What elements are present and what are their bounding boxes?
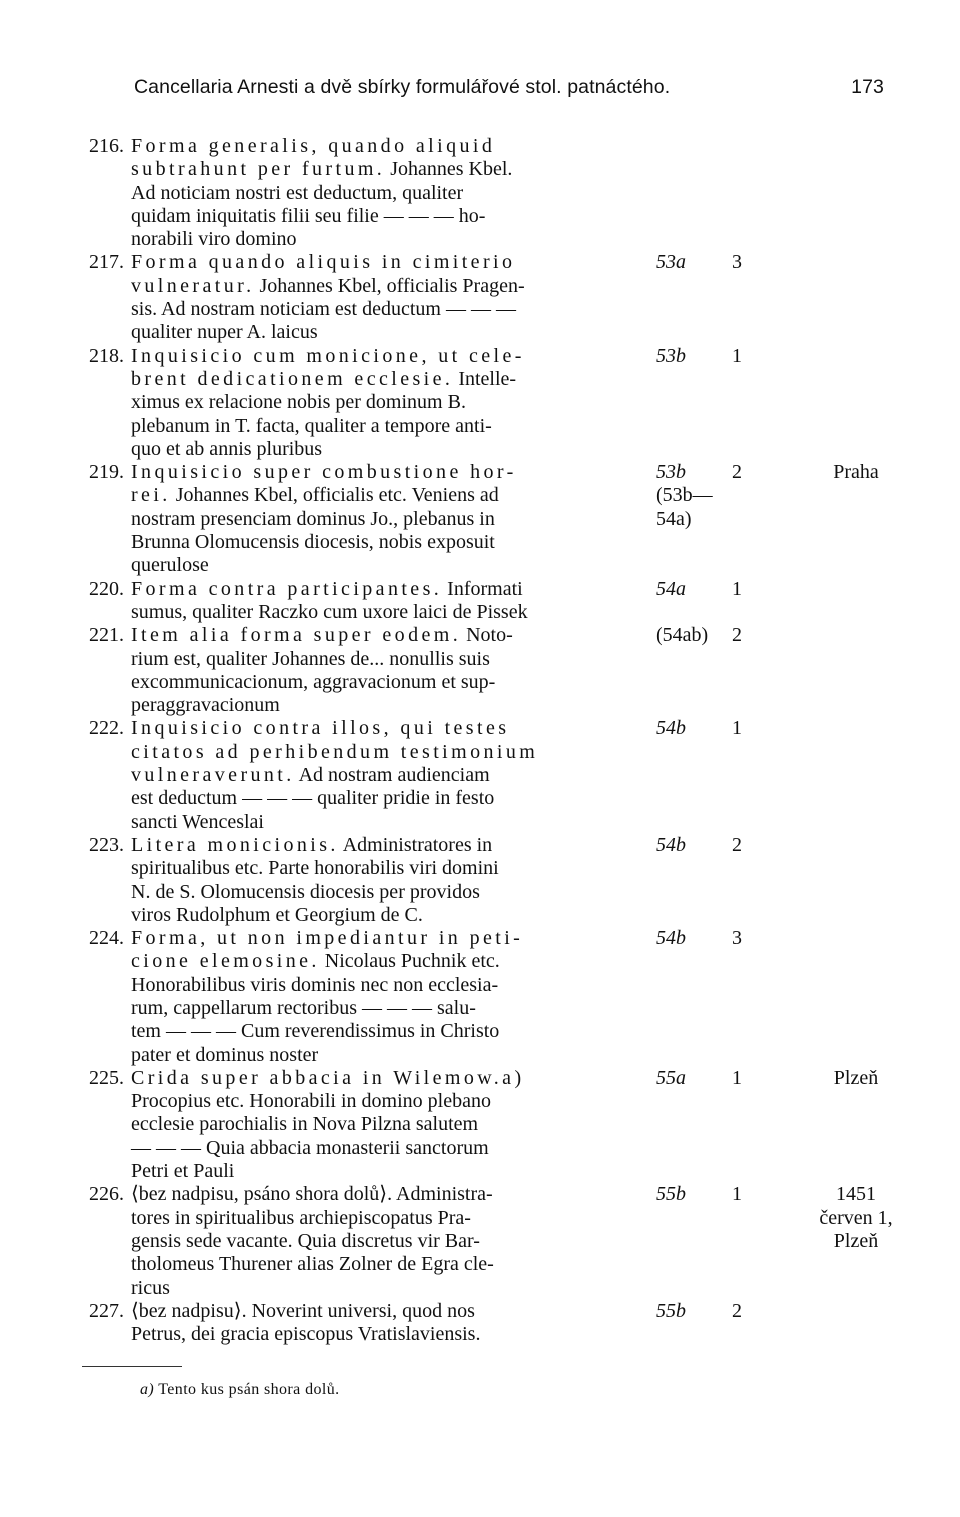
- entry-line: [0, 741, 960, 764]
- entry-title: Inquisicio super combustione hor-: [131, 461, 517, 484]
- entry-body: spiritualibus etc. Parte honorabilis viri domini: [131, 857, 499, 880]
- entry-number: 224.: [89, 927, 124, 950]
- entry-216: [0, 135, 960, 251]
- entry-text: [131, 787, 494, 810]
- entry-number: 221.: [89, 624, 124, 647]
- entry-220: [0, 578, 960, 625]
- entry-line: [0, 415, 960, 438]
- entry-line: [0, 345, 960, 368]
- entry-body: Johannes Kbel, officialis Pragen-: [254, 274, 525, 297]
- entry-body: tholomeus Thurener alias Zolner de Egra cle-: [131, 1253, 494, 1276]
- entry-line: [0, 298, 960, 321]
- entry-number: 217.: [89, 251, 124, 274]
- entry-text: [131, 228, 297, 251]
- entry-217: [0, 251, 960, 344]
- entry-text: [131, 438, 322, 461]
- entry-text: [131, 158, 512, 181]
- running-header-title: Cancellaria Arnesti a dvě sbírky formulářové stol. patnáctého.: [134, 76, 671, 98]
- entry-line: [0, 974, 960, 997]
- count-number: 1: [732, 344, 742, 367]
- footnote: [140, 1381, 340, 1399]
- entry-text: [131, 671, 495, 694]
- count-number: 3: [732, 251, 742, 274]
- entry-body: nostram presenciam dominus Jo., plebanus in: [131, 507, 495, 530]
- entry-body: sumus, qualiter Raczko cum uxore laici de Pissek: [131, 600, 528, 623]
- count-number: 2: [732, 461, 742, 484]
- entry-text: [131, 1230, 480, 1253]
- entry-body: tem — — — Cum reverendissimus in Christo: [131, 1020, 500, 1043]
- entry-list: [0, 135, 960, 1346]
- folio-reference-extra: (53b—: [656, 484, 713, 507]
- entry-line: [0, 997, 960, 1020]
- entry-body: Ad noticiam nostri est deductum, qualiter: [131, 181, 464, 204]
- entry-227: [0, 1300, 960, 1347]
- entry-text: [131, 1160, 234, 1183]
- entry-number: 216.: [89, 135, 124, 157]
- entry-text: [131, 648, 490, 671]
- folio-reference: 53a: [656, 251, 686, 274]
- entry-body: ximus ex relacione nobis per dominum B.: [131, 391, 466, 414]
- entry-number: 227.: [89, 1299, 124, 1322]
- entry-body: Administratores in: [338, 833, 493, 856]
- entry-text: [131, 1277, 170, 1300]
- entry-title: subtrahunt per furtum.: [131, 158, 386, 181]
- entry-text: [131, 811, 264, 834]
- entry-body: viros Rudolphum et Georgium de C.: [131, 903, 423, 926]
- entry-221: [0, 624, 960, 717]
- entry-title: Forma generalis, quando aliquid: [131, 135, 496, 157]
- entry-text: [131, 345, 525, 368]
- entry-text: [131, 1113, 478, 1136]
- entry-body: norabili viro domino: [131, 228, 297, 251]
- entry-line: [0, 1067, 960, 1090]
- entry-line: [0, 578, 960, 601]
- entry-text: [131, 997, 476, 1020]
- entry-number: 225.: [89, 1066, 124, 1089]
- entry-line: [0, 205, 960, 228]
- place-date-note: 1451: [836, 1183, 876, 1206]
- entry-text: [131, 135, 495, 158]
- entry-text: [131, 857, 499, 880]
- entry-text: [131, 1253, 494, 1276]
- entry-line: [0, 624, 960, 647]
- count-number: 1: [732, 1183, 742, 1206]
- entry-title: citatos ad perhibendum testimonium: [131, 740, 539, 763]
- entry-body: tores in spiritualibus archiepiscopatus Pra-: [131, 1206, 471, 1229]
- entry-line: [0, 834, 960, 857]
- entry-title: Forma, ut non impediantur in peti-: [131, 927, 524, 950]
- entry-text: [131, 904, 423, 927]
- entry-body: Johannes Kbel.: [385, 158, 513, 181]
- entry-body: Noto-: [461, 624, 513, 647]
- count-number: 2: [732, 1299, 742, 1322]
- entry-line: [0, 787, 960, 810]
- place-note: Plzeň: [833, 1066, 879, 1089]
- entry-line: [0, 927, 960, 950]
- entry-title: vulneraverunt.: [131, 764, 295, 787]
- entry-text: [131, 950, 500, 973]
- entry-body: rium est, qualiter Johannes de... nonullis suis: [131, 647, 490, 670]
- entry-number: 222.: [89, 717, 124, 740]
- entry-body: pater et dominus noster: [131, 1043, 319, 1066]
- entry-title: Forma contra participantes.: [131, 577, 443, 600]
- entry-219: [0, 461, 960, 577]
- entry-body: Petri et Pauli: [131, 1160, 235, 1183]
- entry-text: [131, 321, 318, 344]
- entry-text: [131, 881, 480, 904]
- folio-reference: 55b: [656, 1183, 686, 1206]
- entry-line: [0, 1113, 960, 1136]
- folio-reference-extra: 54a): [656, 507, 692, 530]
- footnote-text: Tento kus psán shora dolů.: [154, 1381, 340, 1398]
- entry-line: [0, 671, 960, 694]
- entry-text: [131, 298, 516, 321]
- entry-number: 223.: [89, 833, 124, 856]
- place-date-note: Plzeň: [833, 1229, 879, 1252]
- folio-reference: 54a: [656, 577, 686, 600]
- entry-body: quidam iniquitatis filii seu filie — — — ho-: [131, 204, 486, 227]
- entry-text: [131, 484, 499, 507]
- entry-text: [131, 1323, 480, 1346]
- entry-line: [0, 764, 960, 787]
- entry-title: cione elemosine.: [131, 950, 320, 973]
- entry-body: sis. Ad nostram noticiam est deductum — — —: [131, 298, 516, 321]
- entry-text: [131, 1090, 491, 1113]
- entry-title: vulneratur.: [131, 274, 255, 297]
- entry-body: Procopius etc. Honorabili in domino plebano: [131, 1090, 491, 1113]
- entry-text: [131, 531, 495, 554]
- entry-title: Forma quando aliquis in cimiterio: [131, 251, 516, 274]
- entry-body: ⟨bez nadpisu⟩. Noverint universi, quod nos: [131, 1299, 475, 1322]
- entry-line: [0, 508, 960, 531]
- entry-line: [0, 1137, 960, 1160]
- entry-line: [0, 1253, 960, 1276]
- entry-body: ricus: [131, 1276, 170, 1299]
- entry-body: Informati: [442, 577, 523, 600]
- entry-line: [0, 601, 960, 624]
- entry-body: — — — Quia abbacia monasterii sanctorum: [131, 1136, 489, 1159]
- entry-text: [131, 834, 492, 857]
- entry-line: [0, 1230, 960, 1253]
- count-number: 3: [732, 927, 742, 950]
- entry-line: [0, 1300, 960, 1323]
- entry-title: Inquisicio contra illos, qui testes: [131, 717, 510, 740]
- count-number: 2: [732, 624, 742, 647]
- entry-line: [0, 1020, 960, 1043]
- entry-text: [131, 1183, 493, 1206]
- entry-222: [0, 717, 960, 833]
- entry-body: ecclesie parochialis in Nova Pilzna salutem: [131, 1113, 479, 1136]
- entry-224: [0, 927, 960, 1067]
- entry-line: [0, 904, 960, 927]
- entry-number: 226.: [89, 1183, 124, 1206]
- place-date-note: červen 1,: [819, 1206, 893, 1229]
- entry-body: Johannes Kbel, officialis etc. Veniens ad: [170, 484, 499, 507]
- entry-line: [0, 648, 960, 671]
- entry-title: Item alia forma super eodem.: [131, 624, 462, 647]
- entry-line: [0, 531, 960, 554]
- entry-text: [131, 601, 528, 624]
- footnote-divider: [82, 1366, 182, 1367]
- entry-title: brent dedicationem ecclesie.: [131, 367, 454, 390]
- entry-text: [131, 1137, 489, 1160]
- entry-line: [0, 1277, 960, 1300]
- entry-line: [0, 554, 960, 577]
- entry-text: [131, 741, 538, 764]
- entry-text: [131, 508, 495, 531]
- entry-line: [0, 461, 960, 484]
- entry-line: [0, 438, 960, 461]
- entry-body: quo et ab annis pluribus: [131, 437, 323, 460]
- entry-body: Nicolaus Puchnik etc.: [319, 950, 500, 973]
- entry-line: [0, 1090, 960, 1113]
- footnote-mark: a): [140, 1381, 155, 1398]
- count-number: 2: [732, 833, 742, 856]
- entry-line: [0, 182, 960, 205]
- entry-text: [131, 391, 466, 414]
- entry-body: Petrus, dei gracia episcopus Vratislaviensis.: [131, 1323, 481, 1346]
- entry-218: [0, 345, 960, 461]
- entry-body: peraggravacionum: [131, 694, 280, 717]
- entry-body: excommunicacionum, aggravacionum et sup-: [131, 670, 496, 693]
- folio-reference: (54ab): [656, 624, 709, 647]
- entry-line: [0, 811, 960, 834]
- entry-body: Brunna Olomucensis diocesis, nobis exposuit: [131, 531, 495, 554]
- place-note: Praha: [833, 461, 879, 484]
- entry-line: [0, 368, 960, 391]
- folio-reference: 54b: [656, 717, 686, 740]
- entry-body: plebanum in T. facta, qualiter a tempore anti-: [131, 414, 492, 437]
- entry-number: 220.: [89, 577, 124, 600]
- folio-reference: 54b: [656, 833, 686, 856]
- entry-225: [0, 1067, 960, 1183]
- entry-line: [0, 1183, 960, 1206]
- entry-title: Crida super abbacia in Wilemow.a): [131, 1066, 525, 1089]
- entry-text: [131, 717, 509, 740]
- entry-text: [131, 974, 498, 997]
- entry-text: [131, 927, 523, 950]
- entry-line: [0, 321, 960, 344]
- entry-line: [0, 1160, 960, 1183]
- folio-reference: 55a: [656, 1066, 686, 1089]
- entry-number: 218.: [89, 344, 124, 367]
- folio-reference: 53b: [656, 344, 686, 367]
- entry-line: [0, 857, 960, 880]
- count-number: 1: [732, 717, 742, 740]
- entry-text: [131, 764, 490, 787]
- entry-body: est deductum — — — qualiter pridie in festo: [131, 787, 495, 810]
- entry-text: [131, 1207, 471, 1230]
- entry-line: [0, 1207, 960, 1230]
- entry-text: [131, 461, 517, 484]
- entry-text: [131, 368, 516, 391]
- entry-text: [131, 251, 515, 274]
- entry-line: [0, 135, 960, 158]
- entry-text: [131, 205, 485, 228]
- entry-title: rei.: [131, 484, 171, 507]
- entry-text: [131, 1044, 318, 1067]
- page-number: 173: [851, 76, 884, 98]
- folio-reference: 55b: [656, 1299, 686, 1322]
- running-header: [134, 76, 886, 104]
- count-number: 1: [732, 577, 742, 600]
- entry-body: querulose: [131, 554, 209, 577]
- entry-line: [0, 228, 960, 251]
- entry-text: [131, 1300, 475, 1323]
- entry-title: Litera monicionis.: [131, 833, 339, 856]
- entry-line: [0, 1044, 960, 1067]
- entry-line: [0, 1323, 960, 1346]
- entry-body: N. de S. Olomucensis diocesis per providos: [131, 880, 480, 903]
- entry-text: [131, 1020, 499, 1043]
- entry-text: [131, 275, 525, 298]
- entry-text: [131, 624, 513, 647]
- entry-body: rum, cappellarum rectoribus — — — salu-: [131, 996, 476, 1019]
- count-number: 1: [732, 1066, 742, 1089]
- entry-text: [131, 554, 209, 577]
- entry-line: [0, 275, 960, 298]
- entry-line: [0, 694, 960, 717]
- entry-text: [131, 694, 280, 717]
- entry-223: [0, 834, 960, 927]
- entry-text: [131, 182, 463, 205]
- entry-line: [0, 158, 960, 181]
- entry-line: [0, 484, 960, 507]
- entry-body: Intelle-: [453, 367, 517, 390]
- entry-body: Ad nostram audienciam: [294, 764, 490, 787]
- entry-line: [0, 251, 960, 274]
- entry-226: [0, 1183, 960, 1299]
- entry-line: [0, 881, 960, 904]
- folio-reference: 54b: [656, 927, 686, 950]
- entry-body: qualiter nuper A. laicus: [131, 321, 318, 344]
- folio-reference: 53b: [656, 461, 686, 484]
- entry-line: [0, 950, 960, 973]
- entry-line: [0, 717, 960, 740]
- entry-body: ⟨bez nadpisu, psáno shora dolů⟩. Administra-: [131, 1183, 493, 1206]
- entry-title: Inquisicio cum monicione, ut cele-: [131, 344, 525, 367]
- entry-text: [131, 1067, 525, 1090]
- entry-text: [131, 578, 523, 601]
- entry-text: [131, 415, 492, 438]
- entry-line: [0, 391, 960, 414]
- entry-number: 219.: [89, 461, 124, 484]
- entry-body: sancti Wenceslai: [131, 810, 264, 833]
- entry-body: gensis sede vacante. Quia discretus vir Bar-: [131, 1229, 480, 1252]
- entry-body: Honorabilibus viris dominis nec non ecclesia-: [131, 973, 499, 996]
